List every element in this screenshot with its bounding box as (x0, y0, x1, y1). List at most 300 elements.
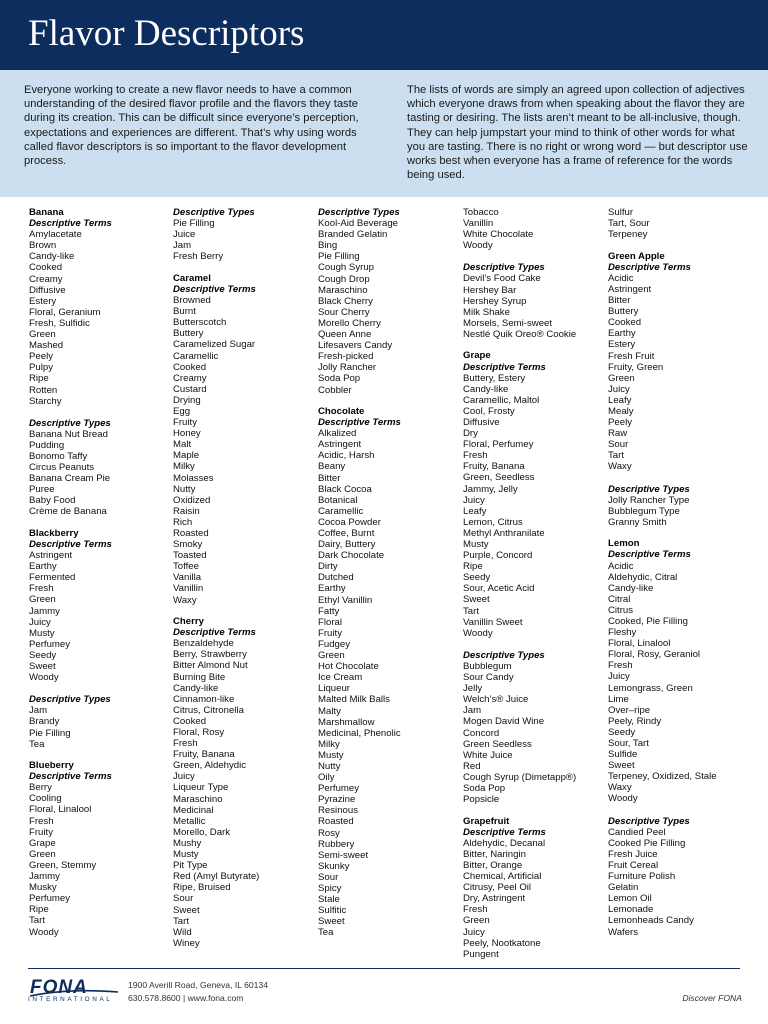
descriptor-item: Red (Amyl Butyrate) (173, 871, 260, 883)
descriptor-item: Fatty (318, 605, 340, 617)
descriptor-item: Buttery (173, 328, 204, 340)
descriptor-item: Bitter Almond Nut (173, 660, 248, 672)
descriptor-item: Soda Pop (463, 782, 506, 794)
descriptor-item: Bubblegum Type (608, 505, 680, 517)
descriptor-item: Branded Gelatin (318, 229, 388, 241)
descriptor-item: Malty (318, 705, 341, 717)
descriptor-item: Banana Nut Bread (29, 428, 108, 440)
descriptor-item: Musty (463, 539, 489, 551)
descriptor-item: Leafy (463, 505, 487, 517)
descriptor-item: Pudding (29, 439, 65, 451)
descriptor-item: Earthy (318, 583, 346, 595)
descriptor-group (173, 284, 313, 606)
descriptor-item: Morello Cherry (318, 317, 381, 329)
descriptor-item: Seedy (463, 572, 491, 584)
descriptor-item: Peely (29, 351, 53, 363)
descriptor-item: Egg (173, 405, 191, 417)
descriptor-group (463, 827, 603, 960)
group-heading: Descriptive Types (463, 649, 545, 661)
descriptor-item: Acidic, Harsh (318, 450, 375, 462)
title-bar (0, 0, 768, 70)
intro-right-paragraph: The lists of words are simply an agreed upon collection of adjectives which everyone draws from when speaking about the flavor they are tasting or desiring. The lists aren’t meant to be all-inclusive, though. They can help jumpstart your mind to think of other words for what you are tasting. There is no right or wrong word — but descriptor use works best when everyone has a frame of reference for the words being used. (407, 84, 748, 182)
descriptor-item: Honey (173, 428, 201, 440)
flavor-name: Green Apple (608, 250, 665, 262)
descriptor-item: Caramellic (173, 350, 219, 362)
intro-band (0, 70, 768, 197)
descriptor-item: Caramellic (318, 505, 364, 517)
descriptor-item: Floral (318, 616, 342, 628)
descriptor-item: Sour, Acetic Acid (463, 583, 535, 595)
descriptor-item: Creamy (173, 372, 207, 384)
descriptor-item: Cooling (29, 793, 62, 805)
descriptor-item: Sulfitic (318, 905, 347, 917)
descriptor-item: Pie Filling (173, 218, 215, 230)
descriptor-item: Fleshy (608, 627, 637, 639)
descriptor-item: Green (463, 915, 490, 927)
descriptor-item: Fresh (608, 660, 633, 672)
descriptor-item: Lemongrass, Green (608, 682, 693, 694)
descriptor-group (318, 207, 458, 396)
descriptor-item: Sweet (608, 760, 635, 772)
descriptor-item: Cough Syrup (318, 262, 374, 274)
descriptor-group (29, 218, 169, 407)
descriptor-item: Peely (608, 417, 632, 429)
descriptor-item: Perfumey (29, 893, 71, 905)
descriptor-item: Brown (29, 240, 57, 252)
descriptor-item: Dry (463, 428, 478, 440)
descriptor-item: Juicy (608, 383, 630, 395)
descriptor-item: White Juice (463, 749, 513, 761)
descriptor-item: Over–ripe (608, 704, 651, 716)
footer-address (128, 979, 268, 1005)
descriptor-item: Liqueur Type (173, 782, 229, 794)
descriptor-item: Bubblegum (463, 660, 512, 672)
descriptor-item: Roasted (173, 528, 209, 540)
descriptor-item: Peely, Nootkatone (463, 937, 541, 949)
descriptor-item: Seedy (29, 649, 57, 661)
descriptor-item: Aldehydic, Citral (608, 571, 678, 583)
descriptor-item: Floral, Linalool (608, 638, 671, 650)
column-3 (318, 207, 458, 949)
descriptor-item: Semi-sweet (318, 849, 369, 861)
descriptor-item: Furniture Polish (608, 871, 676, 883)
descriptor-item: Ripe (29, 373, 49, 385)
descriptor-item: Stale (318, 894, 340, 906)
descriptor-item: Fresh Juice (608, 848, 658, 860)
descriptor-item: Bitter, Orange (463, 859, 523, 871)
descriptor-item: Pie Filling (318, 251, 360, 263)
descriptor-item: Mogen David Wine (463, 716, 545, 728)
column-5 (608, 207, 758, 948)
descriptor-item: Fresh (463, 450, 488, 462)
descriptor-group (463, 207, 603, 251)
descriptor-item: Earthy (29, 561, 57, 573)
flavor-section (463, 350, 603, 805)
descriptor-item: Green, Aldehydic (173, 760, 247, 772)
descriptor-item: Musky (29, 882, 57, 894)
descriptor-item: Puree (29, 484, 55, 496)
descriptor-group (608, 262, 758, 473)
descriptor-item: Juice (173, 229, 196, 241)
descriptor-item: Granny Smith (608, 516, 667, 528)
descriptor-item: Seedy (608, 726, 636, 738)
descriptor-item: Pyrazine (318, 794, 356, 806)
descriptor-item: Aldehydic, Decanal (463, 837, 546, 849)
descriptor-item: Cool, Frosty (463, 405, 515, 417)
descriptor-item: Tart (29, 915, 45, 927)
descriptor-item: Jam (29, 705, 48, 717)
descriptor-item: Grape (29, 837, 56, 849)
descriptor-item: Fresh (29, 583, 54, 595)
descriptor-item: Sulfur (608, 207, 634, 218)
descriptor-item: Leafy (608, 394, 632, 406)
descriptor-item: Sweet (173, 904, 200, 916)
descriptor-group (608, 484, 758, 528)
descriptor-item: Green (29, 848, 56, 860)
group-heading: Descriptive Terms (29, 218, 112, 230)
descriptor-item: Cooked (29, 262, 63, 274)
descriptor-item: Rotten (29, 384, 58, 396)
descriptor-item: Terpeney, Oxidized, Stale (608, 771, 717, 783)
flavor-section (29, 528, 169, 750)
descriptor-item: Metallic (173, 815, 206, 827)
flavor-name: Blackberry (29, 527, 79, 539)
descriptor-item: Cooked (173, 361, 207, 373)
descriptor-item: Purple, Concord (463, 550, 533, 562)
descriptor-group (29, 539, 169, 683)
group-heading: Descriptive Terms (29, 539, 112, 551)
descriptor-item: Milk Shake (463, 306, 510, 318)
descriptor-item: Amylacetate (29, 229, 82, 241)
descriptor-item: Sour Candy (463, 672, 514, 684)
descriptor-item: Wafers (608, 926, 639, 938)
descriptor-item: Candy-like (173, 682, 219, 694)
descriptor-item: Dry, Astringent (463, 893, 526, 905)
descriptor-item: Vanillin Sweet (463, 616, 523, 628)
descriptor-item: Cough Syrup (Dimetapp®) (463, 771, 577, 783)
descriptor-group (173, 627, 313, 949)
fona-logo (28, 978, 120, 1004)
descriptor-item: Resinous (318, 805, 358, 817)
descriptor-item: Green (29, 329, 56, 341)
descriptor-item: Buttery, Estery (463, 372, 526, 384)
group-heading: Descriptive Terms (463, 826, 546, 838)
flavor-section (318, 207, 458, 396)
descriptor-item: Cooked (608, 317, 642, 329)
descriptor-item: Oxidized (173, 494, 211, 506)
descriptor-item: Floral, Geranium (29, 306, 101, 318)
descriptor-item: Dairy, Buttery (318, 539, 376, 551)
descriptor-item: Winey (173, 937, 200, 949)
descriptor-item: Concord (463, 727, 500, 739)
intro-left-paragraph: Everyone working to create a new flavor needs to have a common understanding of the desired flavor profile and the flavors they taste during its creation. This can be difficult since everyone’s perception, expectations and experiences are different. That’s why using words called flavor descriptors is so important to the flavor development process. (24, 84, 359, 168)
descriptor-item: Peely, Rindy (608, 715, 662, 727)
descriptor-item: Raisin (173, 505, 200, 517)
descriptor-item: Earthy (608, 328, 636, 340)
descriptor-item: Lime (608, 693, 629, 705)
descriptor-item: Citrusy, Peel Oil (463, 882, 532, 894)
descriptor-item: Tart, Sour (608, 218, 650, 230)
descriptor-item: Diffusive (463, 416, 500, 428)
descriptor-item: Medicinal, Phenolic (318, 727, 401, 739)
descriptor-item: Morsels, Semi-sweet (463, 317, 553, 329)
descriptor-item: Lemon, Citrus (463, 516, 523, 528)
descriptor-item: Toffee (173, 561, 199, 573)
descriptor-item: Chemical, Artificial (463, 871, 542, 883)
descriptor-group (608, 207, 758, 240)
descriptor-item: Candied Peel (608, 826, 666, 838)
descriptor-item: Fresh (173, 738, 198, 750)
flavor-section (29, 760, 169, 938)
descriptor-item: Queen Anne (318, 329, 372, 341)
flavor-section (463, 816, 603, 960)
descriptor-item: White Chocolate (463, 229, 534, 241)
descriptor-item: Creamy (29, 273, 63, 285)
descriptor-item: Green, Seedless (463, 472, 535, 484)
descriptor-item: Tart (173, 915, 189, 927)
page-title: Flavor Descriptors (28, 13, 305, 54)
group-heading: Descriptive Terms (173, 283, 256, 295)
descriptor-item: Browned (173, 295, 211, 307)
flavor-section (173, 616, 313, 949)
descriptor-item: Rosy (318, 827, 340, 839)
address-line-1: 1900 Averill Road, Geneva, IL 60134 (128, 980, 268, 990)
descriptor-item: Estery (29, 295, 57, 307)
descriptor-item: Pit Type (173, 860, 208, 872)
descriptor-item: Maraschino (318, 284, 368, 296)
descriptor-item: Malt (173, 439, 192, 451)
flavor-section (608, 538, 758, 937)
descriptor-item: Cooked Pie Filling (608, 837, 686, 849)
descriptor-group (173, 207, 313, 262)
descriptor-item: Candy-like (29, 251, 75, 263)
flavor-section (173, 273, 313, 606)
descriptor-columns (0, 207, 768, 967)
descriptor-item: Floral, Rosy, Geraniol (608, 649, 701, 661)
descriptor-item: Ripe (463, 561, 483, 573)
descriptor-item: Botanical (318, 494, 358, 506)
descriptor-item: Sour (318, 871, 339, 883)
descriptor-item: Green (318, 650, 345, 662)
descriptor-item: Banana Cream Pie (29, 473, 111, 485)
flavor-name: Grapefruit (463, 815, 510, 827)
descriptor-item: Lemonheads Candy (608, 915, 694, 927)
descriptor-group (608, 816, 758, 938)
descriptor-item: Caramelized Sugar (173, 339, 256, 351)
descriptor-item: Juicy (29, 616, 51, 628)
descriptor-item: Fruit Cereal (608, 859, 659, 871)
descriptor-item: Custard (173, 383, 207, 395)
footer-rule (28, 968, 740, 969)
descriptor-item: Maraschino (173, 793, 223, 805)
descriptor-item: Musty (29, 627, 55, 639)
group-heading: Descriptive Types (318, 207, 400, 218)
group-heading: Descriptive Types (173, 207, 255, 218)
descriptor-item: Toasted (173, 550, 207, 562)
descriptor-item: Dark Chocolate (318, 550, 385, 562)
descriptor-item: Gelatin (608, 882, 639, 894)
descriptor-item: Ice Cream (318, 672, 363, 684)
flavor-section (463, 207, 603, 340)
descriptor-item: Burning Bite (173, 671, 226, 683)
descriptor-item: Mealy (608, 405, 634, 417)
descriptor-item: Astringent (318, 439, 362, 451)
descriptor-item: Sour Cherry (318, 306, 370, 318)
descriptor-item: Lemon Oil (608, 893, 652, 905)
descriptor-item: Citral (608, 593, 631, 605)
descriptor-item: Waxy (173, 594, 197, 606)
descriptor-item: Woody (463, 240, 493, 252)
descriptor-item: Green Seedless (463, 738, 532, 750)
descriptor-item: Marshmallow (318, 716, 375, 728)
descriptor-item: Tea (318, 927, 334, 939)
descriptor-item: Woody (463, 627, 493, 639)
descriptor-item: Lifesavers Candy (318, 340, 393, 352)
group-heading: Descriptive Types (463, 262, 545, 274)
descriptor-item: Medicinal (173, 804, 214, 816)
descriptor-group (29, 418, 169, 518)
flavor-section (173, 207, 313, 262)
descriptor-item: Candy-like (463, 383, 509, 395)
descriptor-item: Jolly Rancher Type (608, 494, 690, 506)
descriptor-item: Methyl Anthranilate (463, 527, 545, 539)
descriptor-item: Fruity, Banana (173, 749, 235, 761)
descriptor-item: Astringent (608, 283, 652, 295)
descriptor-item: Cough Drop (318, 273, 370, 285)
descriptor-item: Butterscotch (173, 317, 227, 329)
descriptor-item: Musty (173, 849, 199, 861)
descriptor-item: Candy-like (608, 582, 654, 594)
descriptor-item: Acidic (608, 560, 634, 572)
descriptor-item: Lemonade (608, 904, 654, 916)
descriptor-item: Hershey Syrup (463, 295, 527, 307)
descriptor-item: Burnt (173, 306, 196, 318)
descriptor-group (608, 549, 758, 804)
descriptor-item: Spicy (318, 883, 342, 895)
descriptor-item: Fermented (29, 572, 76, 584)
group-heading: Descriptive Terms (173, 627, 256, 639)
descriptor-item: Rubbery (318, 838, 355, 850)
descriptor-item: Mushy (173, 837, 202, 849)
flavor-name: Blueberry (29, 760, 74, 772)
flavor-section (608, 251, 758, 528)
descriptor-item: Fruity (29, 826, 53, 838)
descriptor-item: Woody (29, 672, 59, 684)
descriptor-item: Bitter (608, 295, 631, 307)
descriptor-item: Juicy (463, 926, 485, 938)
descriptor-item: Jammy (29, 605, 60, 617)
descriptor-item: Vanilla (173, 572, 202, 584)
descriptor-item: Juicy (173, 771, 195, 783)
descriptor-item: Citrus (608, 604, 634, 616)
group-heading: Descriptive Types (608, 815, 690, 827)
descriptor-item: Drying (173, 394, 201, 406)
descriptor-item: Sour (173, 893, 194, 905)
descriptor-item: Starchy (29, 395, 62, 407)
descriptor-item: Baby Food (29, 495, 76, 507)
descriptor-item: Cocoa Powder (318, 516, 381, 528)
descriptor-item: Circus Peanuts (29, 462, 95, 474)
descriptor-item: Sour (608, 439, 629, 451)
descriptor-item: Kool-Aid Beverage (318, 218, 398, 230)
descriptor-item: Rich (173, 516, 193, 528)
descriptor-item: Fruity (173, 417, 197, 429)
descriptor-group (29, 694, 169, 749)
descriptor-group (463, 362, 603, 639)
descriptor-item: Crème de Banana (29, 506, 107, 518)
descriptor-item: Molasses (173, 472, 214, 484)
flavor-section (29, 207, 169, 518)
descriptor-item: Smoky (173, 539, 203, 551)
descriptor-item: Maple (173, 450, 200, 462)
descriptor-item: Brandy (29, 716, 60, 728)
descriptor-item: Astringent (29, 550, 73, 562)
descriptor-item: Wild (173, 926, 192, 938)
descriptor-group (463, 650, 603, 805)
descriptor-item: Ethyl Vanillin (318, 594, 373, 606)
descriptor-item: Perfumey (29, 638, 71, 650)
descriptor-item: Liqueur (318, 683, 351, 695)
flavor-name: Caramel (173, 272, 211, 284)
descriptor-item: Jelly (463, 683, 483, 695)
group-heading: Descriptive Terms (463, 361, 546, 373)
group-heading: Descriptive Terms (608, 549, 691, 561)
descriptor-item: Green (608, 372, 635, 384)
descriptor-item: Green (29, 594, 56, 606)
descriptor-item: Berry (29, 782, 52, 794)
descriptor-item: Oily (318, 772, 335, 784)
descriptor-item: Cooked, Pie Filling (608, 615, 688, 627)
descriptor-item: Hershey Bar (463, 284, 517, 296)
descriptor-item: Milky (173, 461, 195, 473)
group-heading: Descriptive Types (29, 694, 111, 706)
descriptor-group (318, 417, 458, 938)
flavor-name: Grape (463, 350, 491, 362)
descriptor-item: Woody (608, 793, 638, 805)
descriptor-item: Woody (29, 926, 59, 938)
descriptor-item: Bing (318, 240, 338, 252)
flavor-name: Chocolate (318, 405, 365, 417)
descriptor-item: Acidic (608, 272, 634, 284)
descriptor-item: Fruity, Banana (463, 461, 525, 473)
descriptor-item: Sweet (463, 594, 490, 606)
descriptor-item: Coffee, Burnt (318, 528, 375, 540)
descriptor-group (29, 771, 169, 937)
group-heading: Descriptive Types (608, 483, 690, 495)
flavor-name: Cherry (173, 616, 204, 628)
descriptor-item: Cooked (173, 715, 207, 727)
descriptor-item: Fresh Fruit (608, 350, 655, 362)
group-heading: Descriptive Terms (318, 417, 401, 429)
descriptor-item: Fresh, Sulfidic (29, 317, 90, 329)
column-2 (173, 207, 313, 959)
descriptor-item: Nutty (318, 760, 341, 772)
logo-wordmark: FONA (30, 977, 88, 998)
descriptor-item: Jam (173, 240, 192, 252)
descriptor-item: Floral, Rosy (173, 727, 225, 738)
flavor-name: Lemon (608, 538, 640, 550)
flavor-section (318, 406, 458, 939)
descriptor-item: Tobacco (463, 207, 499, 218)
descriptor-item: Buttery (608, 306, 639, 318)
descriptor-item: Red (463, 760, 481, 772)
descriptor-item: Floral, Linalool (29, 804, 92, 816)
descriptor-item: Sweet (29, 661, 56, 673)
descriptor-item: Bitter (318, 472, 341, 484)
descriptor-item: Ripe, Bruised (173, 882, 231, 894)
descriptor-item: Juicy (608, 671, 630, 683)
descriptor-item: Nestlé Quik Oreo® Cookie (463, 328, 577, 340)
